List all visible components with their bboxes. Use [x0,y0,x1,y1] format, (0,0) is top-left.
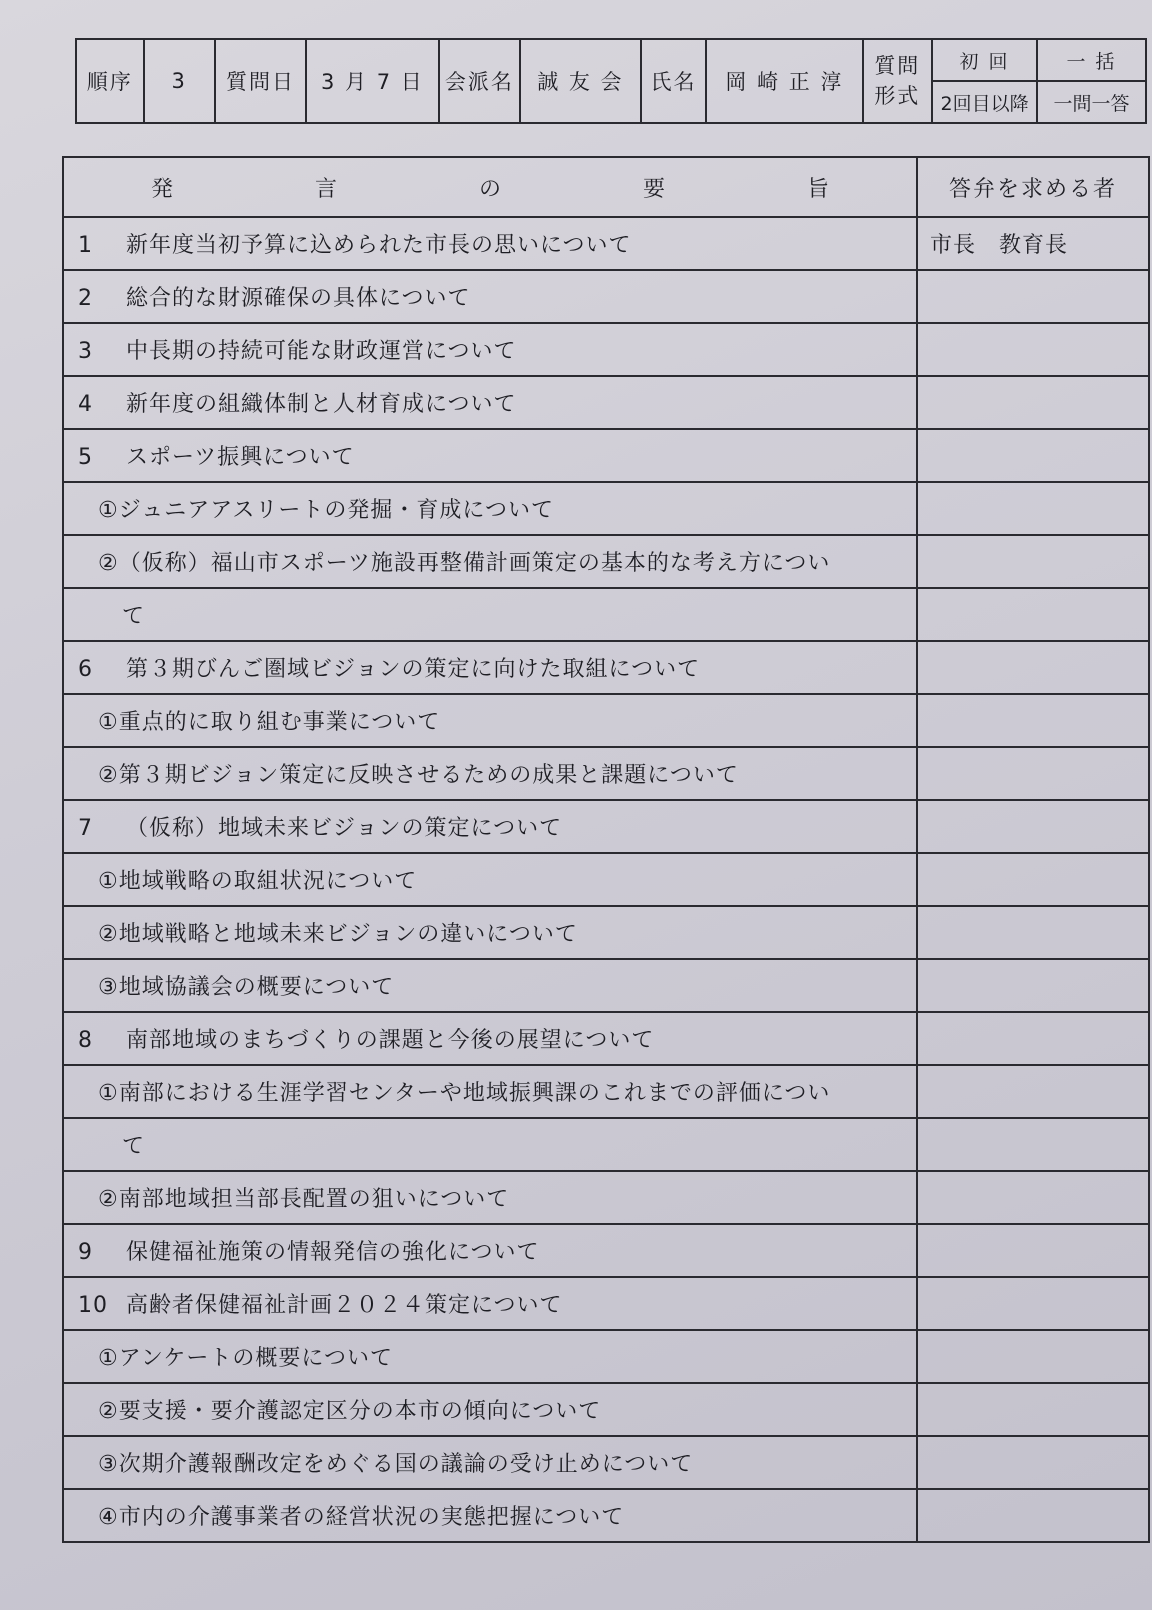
answerer-cell [917,376,1149,429]
order-value: 3 [144,39,215,123]
table-row [63,1330,1149,1383]
item-text: ②要支援・要介護認定区分の本市の傾向について [98,1399,602,1424]
item-number: 6 [78,657,93,682]
table-row [63,641,1149,694]
table-row [63,1277,1149,1330]
answerer-cell [917,853,1149,906]
table-row [63,800,1149,853]
second-round-label: 2回目以降 [932,81,1037,123]
first-round-value: 一 括 [1037,39,1146,81]
item-text: （仮称）地域未来ビジョンの策定について [126,816,563,841]
item-text: て [122,604,146,629]
question-item [63,323,917,376]
date-value: 3 月 7 日 [306,39,439,123]
item-text: 新年度の組織体制と人材育成について [126,392,517,417]
answerer-cell [917,1330,1149,1383]
table-row [63,482,1149,535]
question-item [63,1065,917,1118]
question-item [63,376,917,429]
table-row [63,376,1149,429]
faction-label: 会派名 [439,39,520,123]
item-number: 4 [78,392,93,417]
table-row [63,1118,1149,1171]
question-item [63,853,917,906]
question-rows [63,217,1149,1542]
order-label: 順序 [76,39,144,123]
question-item [63,800,917,853]
table-row [63,323,1149,376]
answerer-cell [917,323,1149,376]
item-text: ①南部における生涯学習センターや地域振興課のこれまでの評価につい [98,1081,831,1106]
item-text: 保健福祉施策の情報発信の強化について [126,1240,540,1265]
table-row [63,1383,1149,1436]
first-round-label: 初 回 [932,39,1037,81]
answerer-cell [917,906,1149,959]
item-text: ②地域戦略と地域未来ビジョンの違いについて [98,922,578,947]
table-row [63,694,1149,747]
item-text: 第３期びんご圏域ビジョンの策定に向けた取組について [126,657,701,682]
question-item [63,1383,917,1436]
table-row [63,906,1149,959]
answerer-cell [917,1383,1149,1436]
item-text: ②第３期ビジョン策定に反映させるための成果と課題について [98,763,739,788]
question-item [63,217,917,270]
item-number: 5 [78,445,93,470]
item-number: 10 [78,1293,108,1318]
summary-header-char: 言 [314,176,337,202]
question-item [63,1171,917,1224]
faction-value: 誠 友 会 [520,39,641,123]
item-text: 南部地域のまちづくりの課題と今後の展望について [126,1028,655,1053]
table-row [63,1489,1149,1542]
item-number: 1 [78,233,93,258]
answerer-cell [917,641,1149,694]
question-item [63,588,917,641]
answerer-cell [917,1489,1149,1542]
question-item [63,1277,917,1330]
question-item [63,482,917,535]
answerer-cell [917,959,1149,1012]
item-text: ①重点的に取り組む事業について [98,710,441,735]
item-text: ④市内の介護事業者の経営状況の実態把握について [98,1505,625,1530]
item-text: ②南部地域担当部長配置の狙いについて [98,1187,510,1212]
table-row [63,535,1149,588]
item-text: ②（仮称）福山市スポーツ施設再整備計画策定の基本的な考え方につい [98,551,831,576]
table-row [63,959,1149,1012]
answerer-cell [917,588,1149,641]
table-row [63,1065,1149,1118]
table-row [63,1171,1149,1224]
table-row [63,588,1149,641]
item-text: 高齢者保健福祉計画２０２４策定について [126,1293,563,1318]
format-label: 質問形式 [863,39,932,123]
answerer-cell [917,1277,1149,1330]
question-item [63,1436,917,1489]
table-row [63,1224,1149,1277]
second-round-value: 一問一答 [1037,81,1146,123]
summary-column-header [63,157,917,217]
question-item [63,906,917,959]
table-row [63,747,1149,800]
answerer-cell [917,694,1149,747]
item-text: ③次期介護報酬改定をめぐる国の議論の受け止めについて [98,1452,694,1477]
question-item [63,1012,917,1065]
item-text: 新年度当初予算に込められた市長の思いについて [126,233,632,258]
table-row [63,1012,1149,1065]
item-number: 9 [78,1240,93,1265]
item-text: ①アンケートの概要について [98,1346,393,1371]
question-item [63,270,917,323]
answerer-cell [917,747,1149,800]
answerer-cell [917,270,1149,323]
item-text: 中長期の持続可能な財政運営について [126,339,517,364]
answerer-column-header: 答弁を求める者 [917,157,1149,217]
answerer-cell [917,1012,1149,1065]
table-row [63,429,1149,482]
name-label: 氏名 [641,39,707,123]
item-number: 3 [78,339,93,364]
item-text: 総合的な財源確保の具体について [126,286,471,311]
table-row [63,270,1149,323]
table-row [63,1436,1149,1489]
summary-header-char: 要 [642,176,665,202]
question-item [63,959,917,1012]
answerer-cell [917,535,1149,588]
table-row [63,217,1149,270]
question-item [63,1489,917,1542]
question-item [63,535,917,588]
item-text: ③地域協議会の概要について [98,975,395,1000]
question-item [63,694,917,747]
item-number: 8 [78,1028,93,1053]
answerer-cell [917,1436,1149,1489]
item-text: ①地域戦略の取組状況について [98,869,418,894]
item-text: スポーツ振興について [126,445,355,470]
summary-header-char: 旨 [806,176,829,202]
answerer-cell: 市長 教育長 [917,217,1149,270]
item-text: て [122,1134,146,1159]
question-item [63,429,917,482]
table-row [63,853,1149,906]
summary-header-char: の [478,176,501,202]
answerer-cell [917,800,1149,853]
question-item [63,641,917,694]
question-header-table [75,38,1147,124]
question-item [63,747,917,800]
date-label: 質問日 [215,39,306,123]
question-summary-table [62,156,1150,1543]
answerer-cell [917,1171,1149,1224]
answerer-cell [917,1118,1149,1171]
item-number: 7 [78,816,93,841]
question-item [63,1224,917,1277]
answerer-cell [917,482,1149,535]
question-item [63,1118,917,1171]
question-item [63,1330,917,1383]
item-text: ①ジュニアアスリートの発掘・育成について [98,498,554,523]
summary-header-char: 発 [150,176,173,202]
name-value: 岡 崎 正 淳 [706,39,862,123]
answerer-cell [917,429,1149,482]
answerer-cell [917,1065,1149,1118]
answerer-cell [917,1224,1149,1277]
item-number: 2 [78,286,93,311]
